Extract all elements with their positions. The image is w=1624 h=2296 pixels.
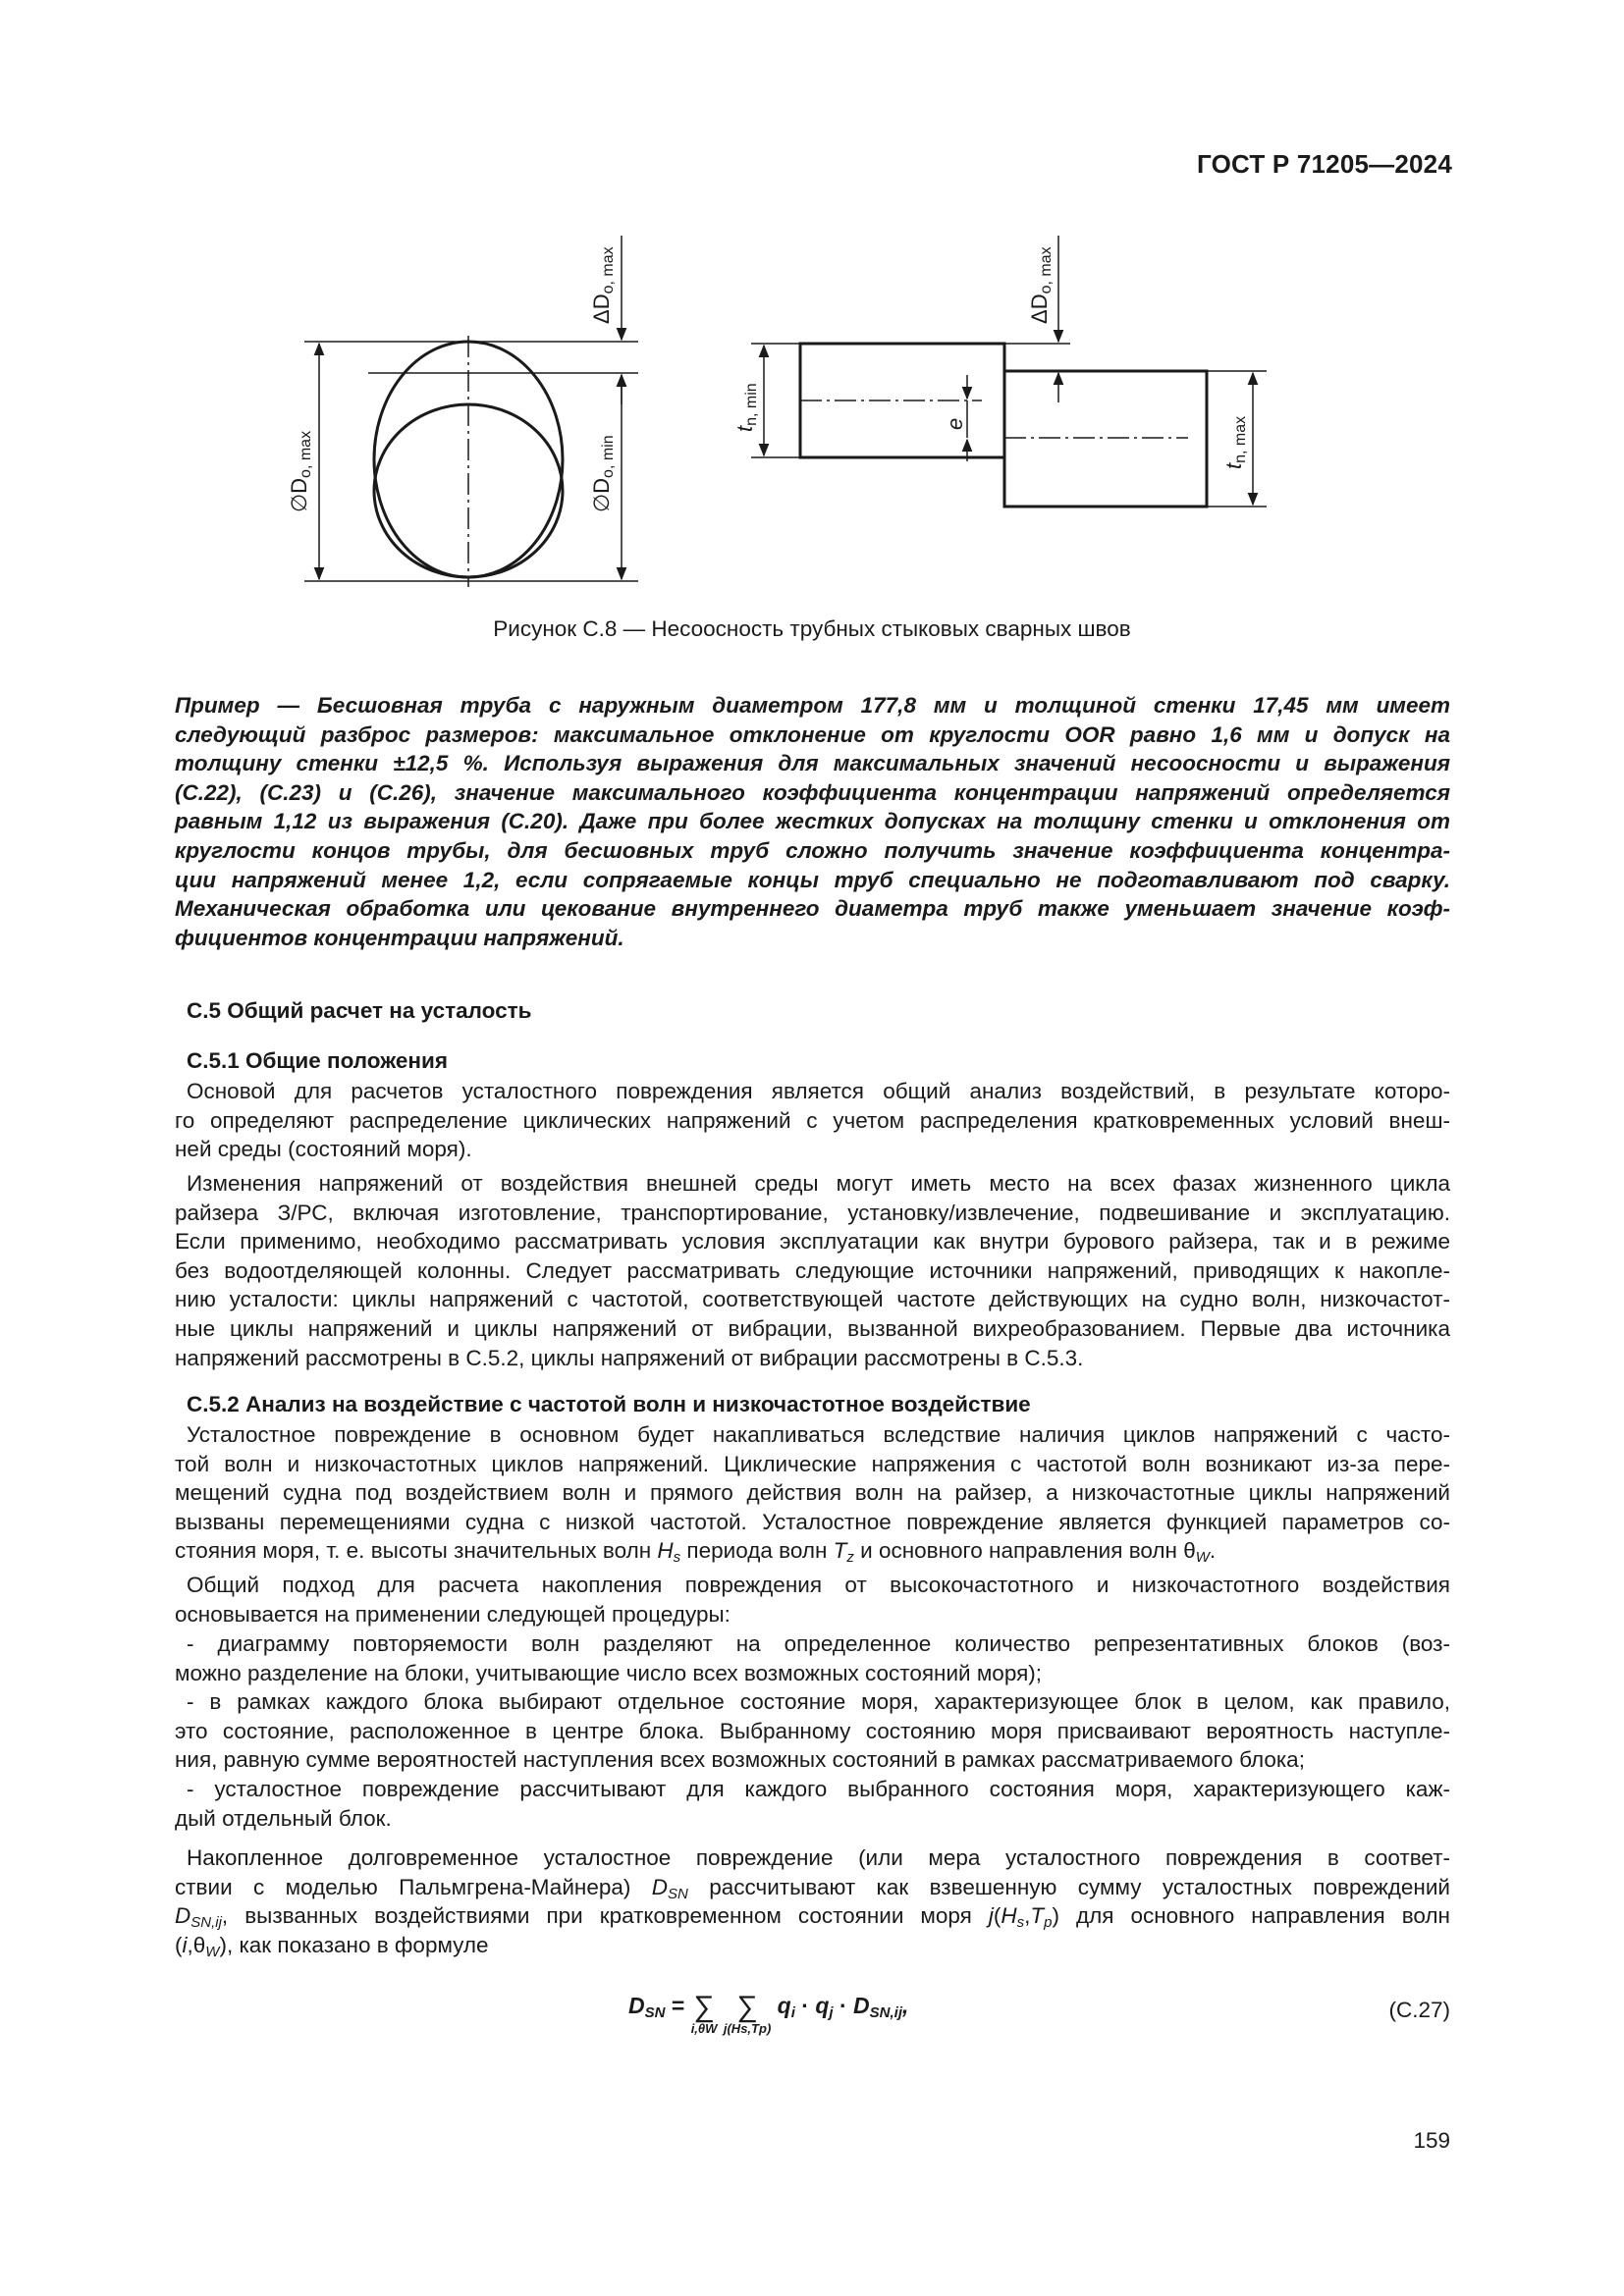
example-line: следующий разброс размеров: максимальное отклонение от круглости OOR равно 1,6 мм и допуск на bbox=[175, 721, 1450, 747]
text-line: го определяют распределение циклических напряжений с учетом распределения кратковременных условий внеш- bbox=[175, 1107, 1450, 1133]
paragraph-c51-1 bbox=[175, 1077, 1450, 1164]
text-line-with-symbols: $D_{SN,ij}$, вызванных воздействиями при кратковременном состоянии моря $j(H_s,T_p)$ для основного направления волн bbox=[175, 1903, 1450, 1932]
label-e: e bbox=[943, 417, 967, 430]
document-code: ГОСТ Р 71205—2024 bbox=[1197, 149, 1452, 179]
text-line: основывается на применении следующей процедуры: bbox=[175, 1601, 731, 1627]
figure-caption: Рисунок С.8 — Несоосность трубных стыковых сварных швов bbox=[493, 616, 1131, 641]
example-line: фициентов концентрации напряжений. bbox=[175, 925, 624, 950]
list-item-cont: ния, равную сумме вероятностей наступления всех возможных состояний в рамках рассматриваемого блока; bbox=[175, 1747, 1305, 1773]
section-heading-c5: С.5 Общий расчет на усталость bbox=[187, 998, 532, 1023]
text-line: мещений судна под воздействием волн и прямого действия волн на райзер, а низкочастотные циклы напряжений bbox=[175, 1480, 1450, 1506]
example-line: толщину стенки ±12,5 %. Используя выражения для максимальных значений несоосности и выражения bbox=[175, 751, 1450, 776]
page-number: 159 bbox=[1413, 2128, 1450, 2153]
label-delta-right: ΔDo, max bbox=[1027, 246, 1055, 324]
text-line: ные циклы напряжений и циклы напряжений от вибрации, вызванной вихреобразованием. Первые два источника bbox=[175, 1315, 1450, 1341]
text-line: той волн и низкочастотных циклов напряжений. Циклические напряжения с частотой волн возникают из-за пере- bbox=[175, 1451, 1450, 1476]
example-line: круглости концов трубы, для бесшовных труб сложно получить значение коэффициента концентра- bbox=[175, 837, 1450, 863]
text-line: Общий подход для расчета накопления повреждения от высокочастотного и низкочастотного воздействия bbox=[187, 1573, 1450, 1597]
text-line: Усталостное повреждение в основном будет накапливаться вследствие наличия циклов напряжений с часто- bbox=[187, 1422, 1450, 1447]
formula-c27: $D_{SN}$ = ∑ i,θW ∑ j(Hs,Tp) $q_i \cdot q_j \cdot D_{SN,ij}$, bbox=[628, 1991, 909, 2036]
text-line: райзера З/РС, включая изготовление, транспортирование, установку/извлечение, подвешивание и эксплуатацию. bbox=[175, 1200, 1450, 1225]
list-item: - в рамках каждого блока выбирают отдельное состояние моря, характеризующее блок в целом, как правило, bbox=[187, 1689, 1450, 1715]
paragraph-c52-2 bbox=[175, 1571, 1450, 1629]
example-note bbox=[175, 691, 1450, 952]
text-line: вызваны перемещениями судна с низкой частотой. Усталостное повреждение является функцией параметров со- bbox=[175, 1509, 1450, 1534]
text-line: без водоотделяющей колонны. Следует рассматривать следующие источники напряжений, приводящих к накопле- bbox=[175, 1257, 1450, 1283]
section-heading-c51: С.5.1 Общие положения bbox=[187, 1048, 448, 1073]
paragraph-c52-3 bbox=[175, 1843, 1450, 1959]
example-line: равным 1,12 из выражения (С.20). Даже при более жестких допусках на толщину стенки и отклонения от bbox=[175, 809, 1450, 834]
text-line-with-symbols: стояния моря, т. е. высоты значительных волн $H_s$ периода волн $T_z$ и основного направления волн $\theta_W$. bbox=[175, 1538, 1217, 1567]
list-item: - усталостное повреждение рассчитывают для каждого выбранного состояния моря, характеризующего каж- bbox=[187, 1776, 1450, 1801]
text-line: Если применимо, необходимо рассматривать условия эксплуатации как внутри бурового райзера, так и в режиме bbox=[175, 1229, 1450, 1255]
list-item-cont: можно разделение на блоки, учитывающие число всех возможных состояний моря); bbox=[175, 1660, 1043, 1685]
text-line-with-symbols: $(i,\theta_W)$, как показано в формуле bbox=[175, 1932, 489, 1960]
text-line: ней среды (состояний моря). bbox=[175, 1137, 472, 1162]
text-line: нию усталости: циклы напряжений с частотой, соответствующей частоте действующих на судно волн, низкочастот- bbox=[175, 1287, 1450, 1312]
text-line: Накопленное долговременное усталостное повреждение (или мера усталостного повреждения в соответ- bbox=[187, 1845, 1450, 1870]
example-line: ции напряжений менее 1,2, если сопрягаемые концы труб специально не подготавливают под сварку. bbox=[175, 867, 1450, 892]
example-line: (С.22), (С.23) и (С.26), значение максимального коэффициента концентрации напряжений определяется bbox=[175, 779, 1450, 805]
example-line: Пример — Бесшовная труба с наружным диаметром 177,8 мм и толщиной стенки 17,45 мм имеет bbox=[175, 693, 1450, 718]
label-dmax: ∅Do, max bbox=[287, 430, 314, 512]
paragraph-c52-1 bbox=[175, 1420, 1450, 1566]
label-delta-left: ΔDo, max bbox=[589, 246, 617, 324]
label-tmax: tn, max bbox=[1221, 415, 1249, 469]
list-item-cont: дый отдельный блок. bbox=[175, 1805, 392, 1831]
label-dmin: ∅Do, min bbox=[589, 435, 617, 512]
list-item: - диаграмму повторяемости волн разделяют на определенное количество репрезентативных блоков (воз- bbox=[187, 1631, 1450, 1656]
list-item-cont: это состояние, расположенное в центре блока. Выбранному состоянию моря присваивают вероятность наступле- bbox=[175, 1718, 1450, 1743]
procedure-list bbox=[175, 1629, 1450, 1833]
example-line: Механическая обработка или цекование внутреннего диаметра труб также уменьшает значение коэф- bbox=[175, 896, 1450, 922]
section-heading-c52: С.5.2 Анализ на воздействие с частотой волн и низкочастотное воздействие bbox=[187, 1392, 1031, 1416]
pipe-section-right bbox=[1004, 371, 1207, 507]
figure-c8 bbox=[0, 0, 1624, 648]
text-line-with-symbols: ствии с моделью Пальмгрена-Майнера) $D_{SN}$ рассчитывают как взвешенную сумму усталостных повреждений bbox=[175, 1874, 1450, 1902]
formula-number: (С.27) bbox=[1388, 1998, 1450, 2022]
paragraph-c51-2 bbox=[175, 1169, 1450, 1372]
text-line: Изменения напряжений от воздействия внешней среды могут иметь место на всех фазах жизненного цикла bbox=[187, 1171, 1450, 1196]
label-tmin: tn, min bbox=[732, 383, 760, 432]
text-line: напряжений рассмотрены в С.5.2, циклы напряжений от вибрации рассмотрены в С.5.3. bbox=[175, 1345, 1084, 1370]
text-line: Основой для расчетов усталостного повреждения является общий анализ воздействий, в результате которо- bbox=[187, 1079, 1450, 1103]
